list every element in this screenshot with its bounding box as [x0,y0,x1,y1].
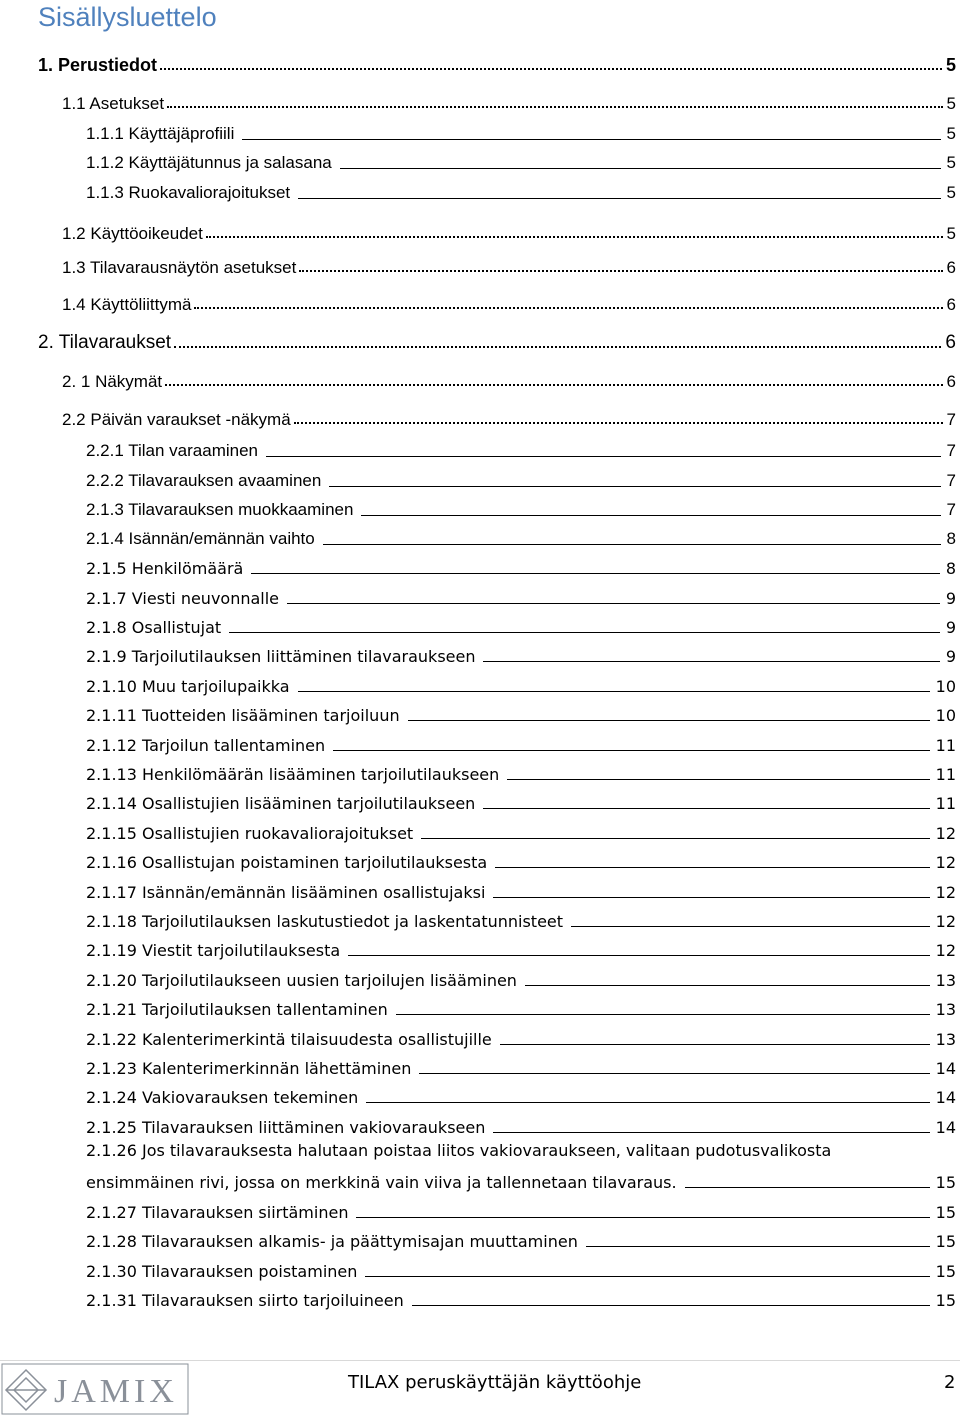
toc-entry-page: 5 [946,183,956,202]
toc-entry-label: 2.1.20 Tarjoilutilaukseen uusien tarjoilujen lisääminen [86,971,517,990]
toc-entry-label: 1.4 Käyttöliittymä [62,295,192,314]
underline-leader [483,661,939,662]
underline-leader [356,1217,929,1218]
toc-entry-page: 14 [935,1059,956,1078]
toc-entry[interactable] [0,1282,960,1310]
toc-entry-label: 2.1.4 Isännän/emännän vaihto [86,529,315,548]
toc-entry-label: 2. 1 Näkymät [62,372,163,391]
underline-leader [329,486,940,487]
toc-entry[interactable] [0,492,960,520]
toc-entry[interactable] [0,1021,960,1049]
toc-entry[interactable] [0,668,960,696]
toc-entry-page: 13 [935,1000,956,1019]
toc-entry[interactable] [0,433,960,461]
underline-leader [340,168,941,169]
toc-entry-label: 1.1.2 Käyttäjätunnus ja salasana [86,153,332,172]
toc-entry[interactable] [0,48,960,76]
toc-entry-page: 7 [946,410,956,429]
underline-leader [365,1276,929,1277]
dot-leader [165,384,942,386]
underline-leader [408,720,930,721]
underline-leader [366,1102,929,1103]
toc-entry-page: 15 [935,1291,956,1310]
dot-leader [194,307,942,309]
toc-entry[interactable] [0,1050,960,1078]
toc-entry[interactable] [0,116,960,144]
toc-entry[interactable] [0,326,960,354]
toc-entry-page: 12 [935,941,956,960]
toc-entry-label: 1.1.1 Käyttäjäprofiili [86,124,235,143]
toc-entry-label: 2.1.15 Osallistujien ruokavaliorajoitukset [86,824,414,843]
toc-entry[interactable] [0,903,960,931]
toc-entry-page: 9 [945,647,956,666]
toc-entry-page: 11 [935,765,956,784]
footer-page-number: 2 [944,1372,956,1393]
toc-entry-label: 2.1.24 Vakiovarauksen tekeminen [86,1088,359,1107]
underline-leader [287,603,940,604]
toc-entry-page: 6 [945,332,956,353]
toc-entry-label: 2.1.16 Osallistujan poistaminen tarjoilutilauksesta [86,853,488,872]
toc-entry-page: 5 [946,224,956,243]
toc-entry-label: 2.1.8 Osallistujat [86,618,222,637]
toc-entry-label: 2.2.1 Tilan varaaminen [86,441,258,460]
toc-entry-page: 11 [935,736,956,755]
toc-entry[interactable] [0,1253,960,1281]
toc-entry[interactable] [0,932,960,960]
toc-entry[interactable] [0,402,960,430]
toc-entry-page: 10 [935,706,956,725]
underline-leader [500,1044,930,1045]
toc-entry-page: 12 [935,853,956,872]
underline-leader [493,897,929,898]
toc-entry-page: 5 [945,55,956,75]
toc-entry[interactable] [0,844,960,872]
toc-entry[interactable] [0,86,960,114]
dot-leader [294,422,943,424]
underline-leader [412,1305,930,1306]
toc-entry-page: 8 [945,559,956,578]
toc-entry[interactable] [0,962,960,990]
toc-entry-label: 2.1.7 Viesti neuvonnalle [86,589,280,608]
toc-entry-label: 2.1.14 Osallistujien lisääminen tarjoilutilaukseen [86,794,476,813]
toc-entry[interactable] [0,1223,960,1251]
underline-leader [333,750,929,751]
underline-leader [493,1132,929,1133]
toc-entry-label: 1. Perustiedot [38,55,158,75]
toc-entry-page: 13 [935,1030,956,1049]
toc-entry-label: 2.1.27 Tilavarauksen siirtäminen [86,1203,349,1222]
underline-leader [229,632,940,633]
underline-leader [419,1073,929,1074]
toc-entry-page: 15 [935,1232,956,1251]
underline-leader [348,955,929,956]
toc-entry-label: 2.1.5 Henkilömäärä [86,559,244,578]
toc-entry-page: 12 [935,912,956,931]
toc-entry-label: 2.2.2 Tilavarauksen avaaminen [86,471,322,490]
toc-entry-wrapped-line1[interactable]: 2.1.26 Jos tilavarauksesta halutaan poistaa liitos vakiovaraukseen, valitaan pudotusvalikosta [86,1141,832,1160]
logo-wordmark: JAMIX [54,1373,178,1410]
dot-leader [299,270,942,272]
toc-entry-label: 2.1.10 Muu tarjoilupaikka [86,677,290,696]
underline-leader [586,1246,930,1247]
footer-document-title: TILAX peruskäyttäjän käyttöohje [348,1372,642,1393]
underline-leader [495,867,929,868]
toc-entry[interactable] [0,874,960,902]
toc-entry-label: 1.1 Asetukset [62,94,165,113]
toc-entry-page: 12 [935,824,956,843]
toc-entry-page: 15 [935,1203,956,1222]
toc-entry-page: 5 [946,94,956,113]
toc-entry[interactable] [0,609,960,637]
underline-leader [361,515,940,516]
underline-leader [571,926,930,927]
toc-entry-label: 2.1.19 Viestit tarjoilutilauksesta [86,941,341,960]
toc-entry-label: 2.1.3 Tilavarauksen muokkaaminen [86,500,354,519]
toc-entry-label: 2.1.22 Kalenterimerkintä tilaisuudesta osallistujille [86,1030,492,1049]
underline-leader [298,691,930,692]
toc-entry-label: 2. Tilavaraukset [38,332,172,353]
toc-entry-page: 8 [946,529,956,548]
toc-entry-page: 9 [945,618,956,637]
toc-entry-page: 6 [946,372,956,391]
toc-entry-label: 2.1.18 Tarjoilutilauksen laskutustiedot ja laskentatunnisteet [86,912,564,931]
toc-entry[interactable] [0,638,960,666]
toc-entry-label: ensimmäinen rivi, jossa on merkkinä vain viiva ja tallennetaan tilavaraus. [86,1173,677,1192]
toc-entry-label: 1.1.3 Ruokavaliorajoitukset [86,183,291,202]
underline-leader [421,838,929,839]
toc-entry[interactable] [0,550,960,578]
toc-entry-page: 14 [935,1088,956,1107]
underline-leader [298,198,940,199]
toc-entry-page: 15 [935,1262,956,1281]
underline-leader [251,573,939,574]
dot-leader [174,346,941,348]
toc-entry-page: 14 [935,1118,956,1137]
toc-entry[interactable] [0,1079,960,1107]
dot-leader [160,68,942,70]
toc-entry-label: 2.1.28 Tilavarauksen alkamis- ja päättymisajan muuttaminen [86,1232,578,1251]
toc-entry[interactable] [0,815,960,843]
toc-entry[interactable] [0,785,960,813]
toc-entry-page: 7 [946,471,956,490]
underline-leader [323,544,941,545]
toc-entry-label: 2.1.11 Tuotteiden lisääminen tarjoiluun [86,706,400,725]
toc-entry-label: 2.1.23 Kalenterimerkinnän lähettäminen [86,1059,412,1078]
toc-entry[interactable] [0,145,960,173]
toc-entry-page: 7 [946,500,956,519]
toc-entry-page: 6 [946,295,956,314]
page-title: Sisällysluettelo [38,2,217,32]
toc-entry-label: 1.2 Käyttöoikeudet [62,224,203,243]
toc-entry-page: 13 [935,971,956,990]
underline-leader [266,456,941,457]
toc-entry-label: 2.1.25 Tilavarauksen liittäminen vakiovaraukseen [86,1118,486,1137]
toc-entry-page: 5 [946,153,956,172]
toc-entry-label: 2.1.21 Tarjoilutilauksen tallentaminen [86,1000,388,1019]
toc-entry-page: 9 [945,589,956,608]
toc-entry[interactable] [0,1109,960,1137]
toc-entry[interactable] [0,521,960,549]
toc-entry[interactable] [0,580,960,608]
underline-leader [242,139,940,140]
toc-entry[interactable] [0,697,960,725]
toc-entry[interactable] [0,1194,960,1222]
toc-entry[interactable] [0,364,960,392]
toc-entry-page: 7 [946,441,956,460]
toc-entry-page: 12 [935,883,956,902]
toc-entry-label: 2.1.31 Tilavarauksen siirto tarjoiluineen [86,1291,404,1310]
toc-entry-page: 11 [935,794,956,813]
toc-entry[interactable] [0,991,960,1019]
toc-entry-page: 5 [946,124,956,143]
toc-entry-label: 2.1.30 Tilavarauksen poistaminen [86,1262,358,1281]
toc-entry[interactable] [0,250,960,278]
toc-entry-label: 2.1.12 Tarjoilun tallentaminen [86,736,326,755]
jamix-logo [0,1360,192,1416]
toc-entry-label: 2.2 Päivän varaukset -näkymä [62,410,291,429]
toc-entry-page: 6 [946,258,956,277]
toc-entry[interactable] [0,756,960,784]
toc-entry-label: 2.1.13 Henkilömäärän lisääminen tarjoilutilaukseen [86,765,500,784]
toc-entry[interactable] [0,463,960,491]
toc-entry[interactable] [0,287,960,315]
toc-entry-label: 2.1.17 Isännän/emännän lisääminen osallistujaksi [86,883,486,902]
toc-entry[interactable] [0,216,960,244]
toc-entry[interactable] [0,1164,960,1192]
toc-entry-label: 2.1.9 Tarjoilutilauksen liittäminen tilavaraukseen [86,647,476,666]
underline-leader [507,779,929,780]
toc-entry[interactable] [0,727,960,755]
toc-entry[interactable] [0,175,960,203]
toc-entry-page: 15 [935,1173,956,1192]
dot-leader [167,106,942,108]
toc-entry-label: 1.3 Tilavarausnäytön asetukset [62,258,297,277]
dot-leader [206,236,943,238]
underline-leader [685,1187,930,1188]
underline-leader [525,985,930,986]
toc-entry-page: 10 [935,677,956,696]
underline-leader [396,1014,930,1015]
underline-leader [483,808,929,809]
